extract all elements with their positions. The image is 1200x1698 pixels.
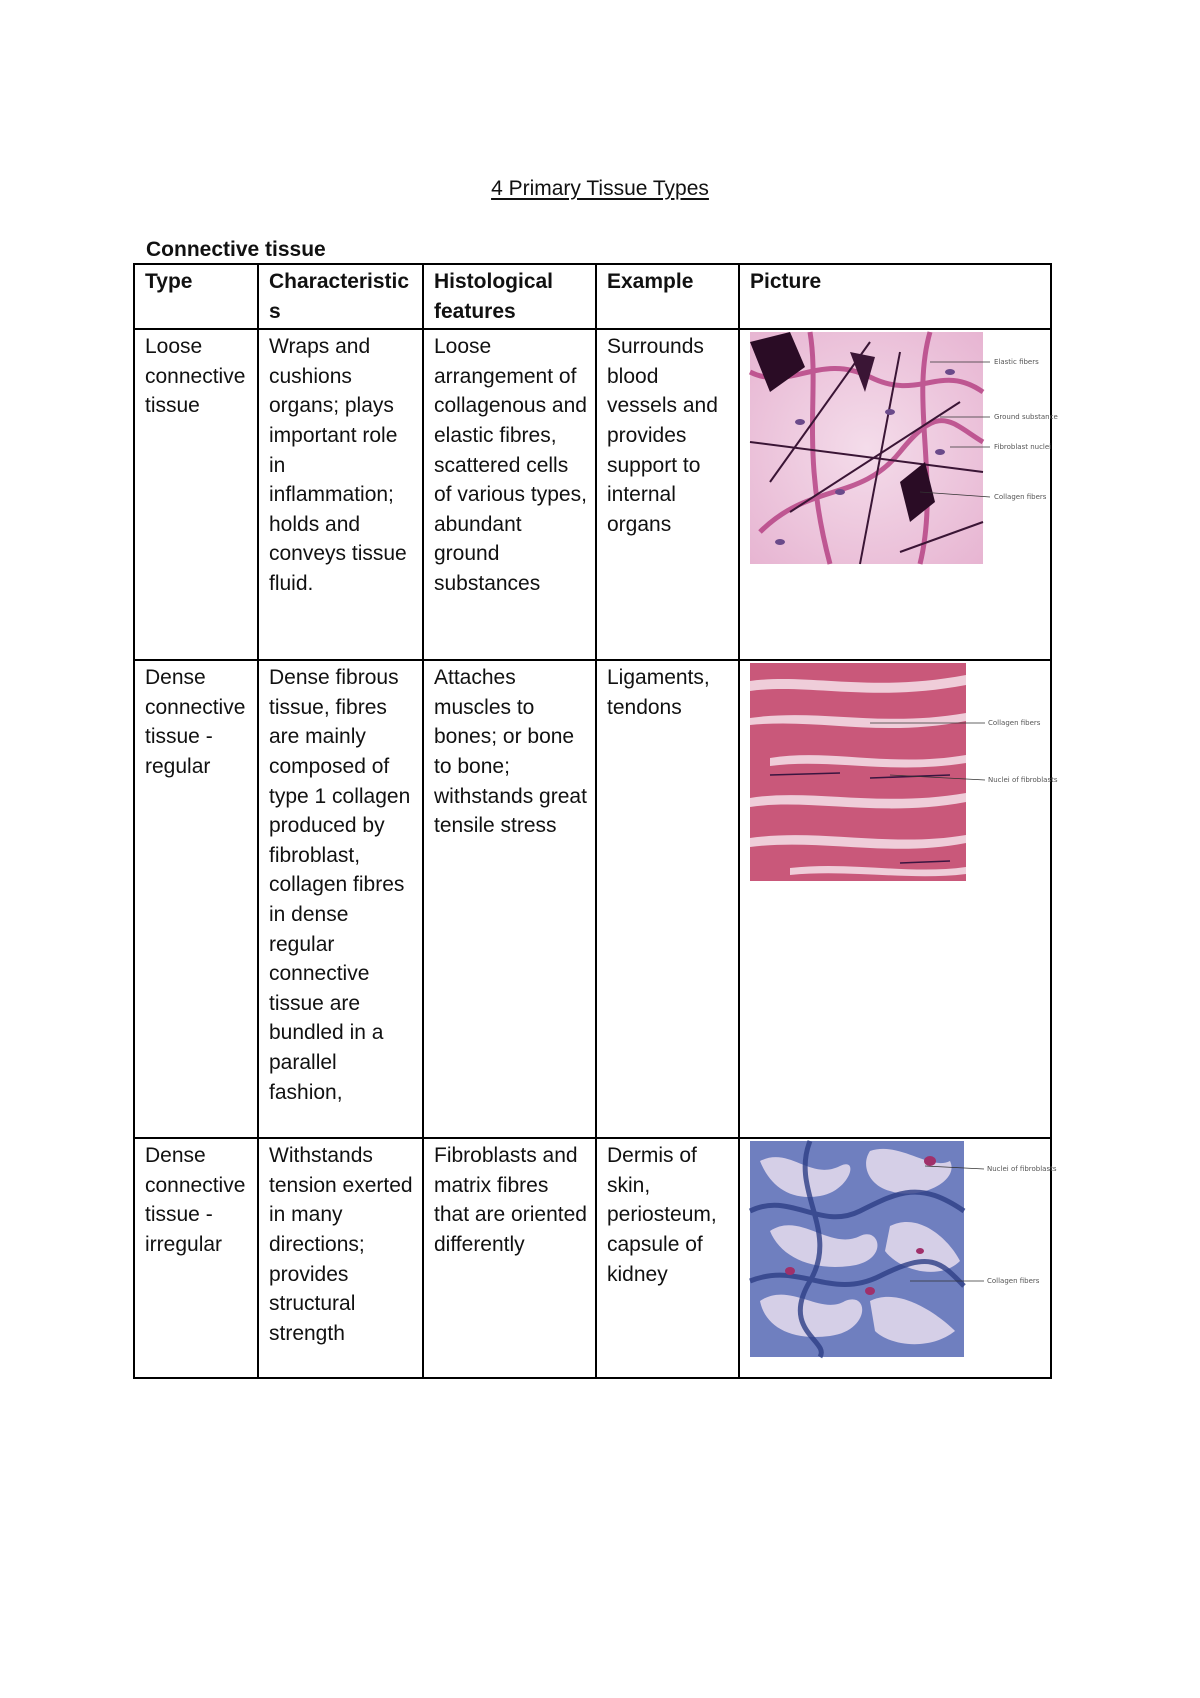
cell-example: Dermis of skin, periosteum, capsule of kidney: [596, 1138, 739, 1378]
cell-picture: [739, 660, 1058, 1138]
loose-connective-micrograph: [750, 332, 1058, 564]
table-row: [134, 1138, 1051, 1378]
label-fibroblast-nuclei: Nuclei of fibroblasts: [987, 1165, 1057, 1174]
cell-picture: [739, 1138, 1057, 1378]
label-collagen-fibers: Collagen fibers: [988, 719, 1041, 728]
dense-irregular-micrograph: [750, 1141, 1057, 1361]
page-title: 4 Primary Tissue Types: [491, 177, 709, 200]
section-title: Connective tissue: [146, 238, 326, 261]
label-collagen-fibers: Collagen fibers: [987, 1277, 1040, 1286]
table-header-row: [134, 264, 1051, 329]
label-fibroblast-nuclei: Nuclei of fibroblasts: [988, 776, 1058, 785]
cell-histological: Loose arrangement of collagenous and elastic fibres, scattered cells of various types, abundant ground substances: [423, 329, 596, 660]
header-picture: Picture: [739, 264, 1051, 329]
label-fibroblast-nuclei: Fibroblast nuclei: [994, 443, 1052, 452]
cell-type: Dense connective tissue - irregular: [134, 1138, 258, 1378]
dense-regular-micrograph: [750, 663, 1058, 883]
cell-characteristics: Withstands tension exerted in many directions; provides structural strength: [258, 1138, 423, 1378]
table-row: [134, 329, 1051, 660]
cell-type: Loose connective tissue: [134, 329, 258, 660]
cell-example: Surrounds blood vessels and provides support to internal organs: [596, 329, 739, 660]
header-example: Example: [596, 264, 739, 329]
cell-example: Ligaments, tendons: [596, 660, 739, 1138]
cell-histological: Fibroblasts and matrix fibres that are oriented differently: [423, 1138, 596, 1378]
cell-picture: [739, 329, 1058, 660]
cell-characteristics: Dense fibrous tissue, fibres are mainly composed of type 1 collagen produced by fibroblast, collagen fibres in dense regular connective tissue are bundled in a parallel fashion,: [258, 660, 423, 1138]
cell-histological: Attaches muscles to bones; or bone to bone; withstands great tensile stress: [423, 660, 596, 1138]
tissue-table: [133, 263, 1058, 1379]
label-ground-substance: Ground substance: [994, 413, 1058, 422]
header-characteristics: Characteristics: [258, 264, 423, 329]
header-histological-features: Histological features: [423, 264, 596, 329]
table-row: [134, 660, 1051, 1138]
label-elastic-fibers: Elastic fibers: [994, 358, 1039, 367]
cell-type: Dense connective tissue - regular: [134, 660, 258, 1138]
header-type: Type: [134, 264, 258, 329]
cell-characteristics: Wraps and cushions organs; plays important role in inflammation; holds and conveys tissue fluid.: [258, 329, 423, 660]
label-collagen-fibers: Collagen fibers: [994, 493, 1047, 502]
